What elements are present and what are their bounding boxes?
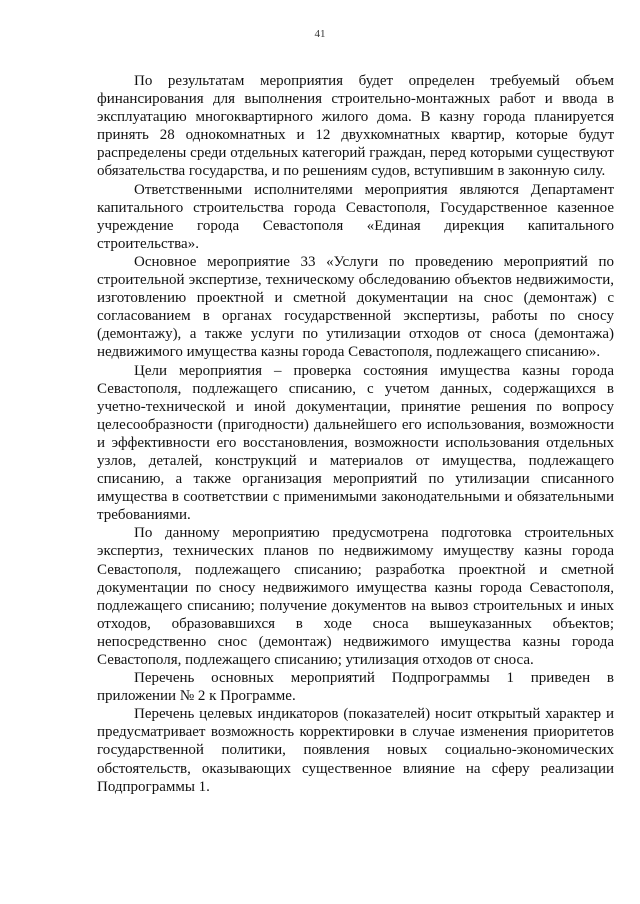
paragraph-main-activity-33: Основное мероприятие 33 «Услуги по проведению мероприятий по строительной экспертизе, техническому обследованию объектов недвижимости, изготовлению проектной и сметной документации на снос (демонтаж) с согласованием в органах государственной экспертизы, работы по сносу (демонтажу), а также услуги по утилизации отходов от сноса (демонтажа) недвижимого имущества казны города Севастополя, подлежащего списанию».	[97, 253, 614, 361]
paragraph-activity-scope: По данному мероприятию предусмотрена подготовка строительных экспертиз, технических планов по недвижимому имуществу казны города Севастополя, подлежащего списанию; разработка проектной и сметной документации по сносу недвижимого имущества казны города Севастополя, подлежащего списанию; получение документов на вывоз строительных и иных отходов, образовавшихся в ходе сноса вышеуказанных объектов; непосредственно снос (демонтаж) недвижимого имущества казны города Севастополя, подлежащего списанию; утилизация отходов от сноса.	[97, 525, 614, 668]
paragraph-financing-result: По результатам мероприятия будет определен требуемый объем финансирования для выполнения строительно-монтажных работ и ввода в эксплуатацию многоквартирного жилого дома. В казну города планируется принять 28 однокомнатных и 12 двухкомнатных квартир, которые будут распределены среди отдельных категорий граждан, перед которыми существуют обязательства государства, и по решениям судов, вступившим в законную силу.	[97, 73, 614, 180]
page-number: 41	[314, 28, 326, 40]
paragraph-activity-list: Перечень основных мероприятий Подпрограммы 1 приведен в приложении № 2 к Программе.	[97, 670, 614, 705]
document-body	[97, 72, 614, 796]
paragraph-responsible-executors: Ответственными исполнителями мероприятия являются Департамент капитального строительства города Севастополя, Государственное казенное учреждение города Севастополя «Единая дирекция капитального строительства».	[97, 181, 614, 252]
paragraph-target-indicators: Перечень целевых индикаторов (показателей) носит открытый характер и предусматривает возможность корректировки в случае изменения приоритетов государственной политики, появления новых социально-экономических обстоятельств, оказывающих существенное влияние на сферу реализации Подпрограммы 1.	[97, 706, 614, 795]
paragraph-activity-goals: Цели мероприятия – проверка состояния имущества казны города Севастополя, подлежащего списанию, с учетом данных, содержащихся в учетно-технической и иной документации, принятие решения по вопросу целесообразности (пригодности) дальнейшего его использования, возможности и эффективности его восстановления, возможности использования отдельных узлов, деталей, конструкций и материалов от имущества, подлежащего списанию, а также организация мероприятий по утилизации списанного имущества в соответствии с применимыми законодательными и обязательными требованиями.	[97, 362, 614, 524]
